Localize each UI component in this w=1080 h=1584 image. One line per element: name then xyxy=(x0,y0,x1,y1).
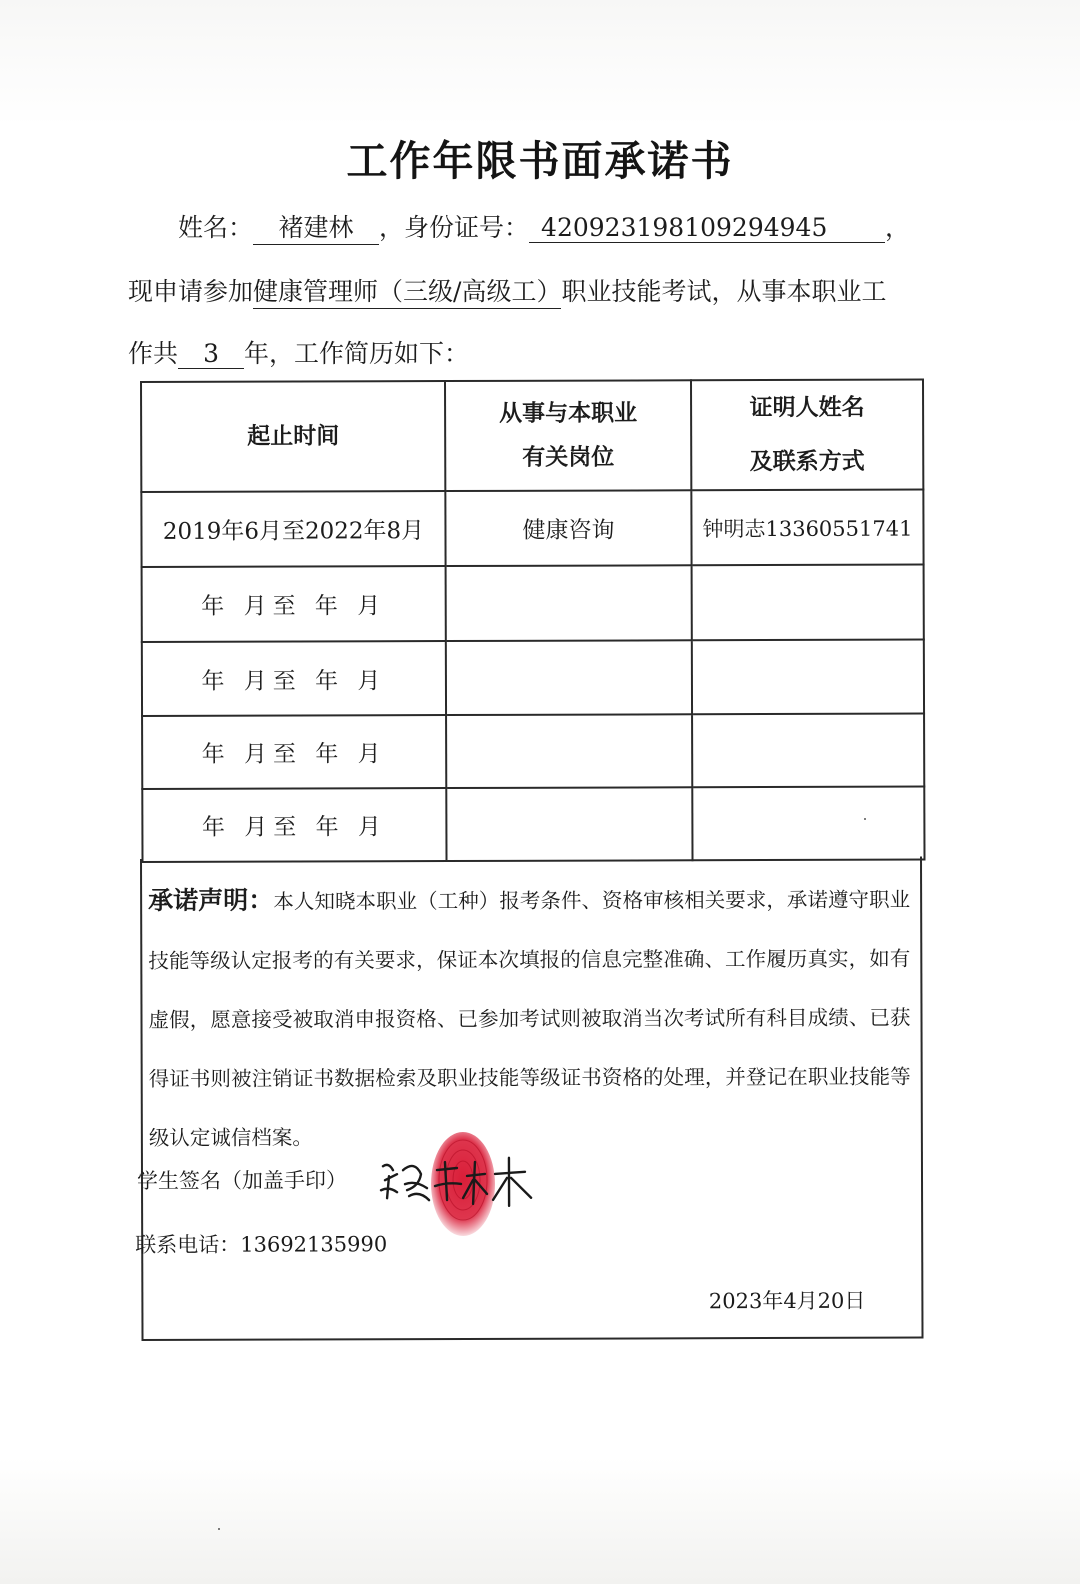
period-cell: 年 月至 年 月 xyxy=(142,641,446,716)
position-cell: 健康咨询 xyxy=(445,490,691,566)
witness-cell xyxy=(692,565,924,641)
table-row xyxy=(141,490,923,567)
scan-speck xyxy=(218,1528,220,1530)
period-cell: 年 月至 年 月 xyxy=(142,788,446,862)
position-cell xyxy=(446,787,692,861)
witness-cell: 钟明志13360551741 xyxy=(691,490,923,566)
occupation-field: 健康管理师（三级/高级工） xyxy=(253,272,561,309)
witness-cell xyxy=(692,787,924,861)
separator: ， xyxy=(379,213,405,242)
pledge-body: 本人知晓本职业（工种）报考条件、资格审核相关要求，承诺遵守职业技能等级认定报考的有关要求，保证本次填报的信息完整准确、工作履历真实，如有虚假，愿意接受被取消申报资格、已参加考试则被取消当次考试所有科目成绩、已获得证书则被注销证书数据检索及职业技能等级证书资格的处理，并登记在职业技能等级认定诚信档案。 xyxy=(148,887,911,1150)
years-suffix: 年，工作简历如下： xyxy=(244,339,470,368)
signature-row xyxy=(137,1164,347,1195)
position-cell xyxy=(446,640,692,715)
phone-label: 联系电话： xyxy=(135,1232,241,1258)
phone-number: 13692135990 xyxy=(240,1232,388,1257)
years-prefix: 作共 xyxy=(128,339,179,368)
table-row xyxy=(142,640,924,716)
name-label: 姓名： xyxy=(178,213,254,242)
table-row xyxy=(142,565,924,642)
sign-date: 2023年4月20日 xyxy=(708,1288,866,1314)
id-label: 身份证号： xyxy=(404,213,530,242)
table-row xyxy=(142,714,924,789)
period-cell: 年 月至 年 月 xyxy=(142,715,446,789)
line-end: ， xyxy=(885,213,911,242)
witness-cell xyxy=(692,640,924,715)
pledge-label: 承诺声明： xyxy=(148,885,274,915)
application-suffix: 职业技能考试，从事本职业工 xyxy=(561,277,887,306)
position-cell xyxy=(446,714,692,788)
header-period: 起止时间 xyxy=(141,381,445,492)
period-cell: 2019年6月至2022年8月 xyxy=(141,491,445,567)
witness-cell xyxy=(692,714,924,788)
pledge-statement xyxy=(148,869,911,1168)
table-row xyxy=(142,787,924,862)
period-cell: 年 月至 年 月 xyxy=(142,566,446,642)
scan-speck xyxy=(864,818,866,820)
applicant-line xyxy=(178,208,910,245)
name-field: 褚建林 xyxy=(253,208,379,245)
handwritten-signature xyxy=(375,1140,535,1221)
table-header-row xyxy=(141,380,923,492)
work-history-table xyxy=(140,379,926,863)
header-witness: 证明人姓名 及联系方式 xyxy=(691,380,923,491)
years-line xyxy=(128,334,469,370)
id-number-field: 420923198109294945 xyxy=(529,213,885,243)
application-prefix: 现申请参加 xyxy=(128,277,254,306)
signature-label: 学生签名（加盖手印） xyxy=(136,1168,348,1194)
page-title: 工作年限书面承诺书 xyxy=(346,137,734,185)
header-position: 从事与本职业 有关岗位 xyxy=(445,380,691,491)
pledge-section xyxy=(135,857,924,1341)
position-cell xyxy=(446,565,692,641)
phone-row xyxy=(135,1228,387,1259)
application-line xyxy=(128,272,886,309)
years-field: 3 xyxy=(178,339,244,369)
